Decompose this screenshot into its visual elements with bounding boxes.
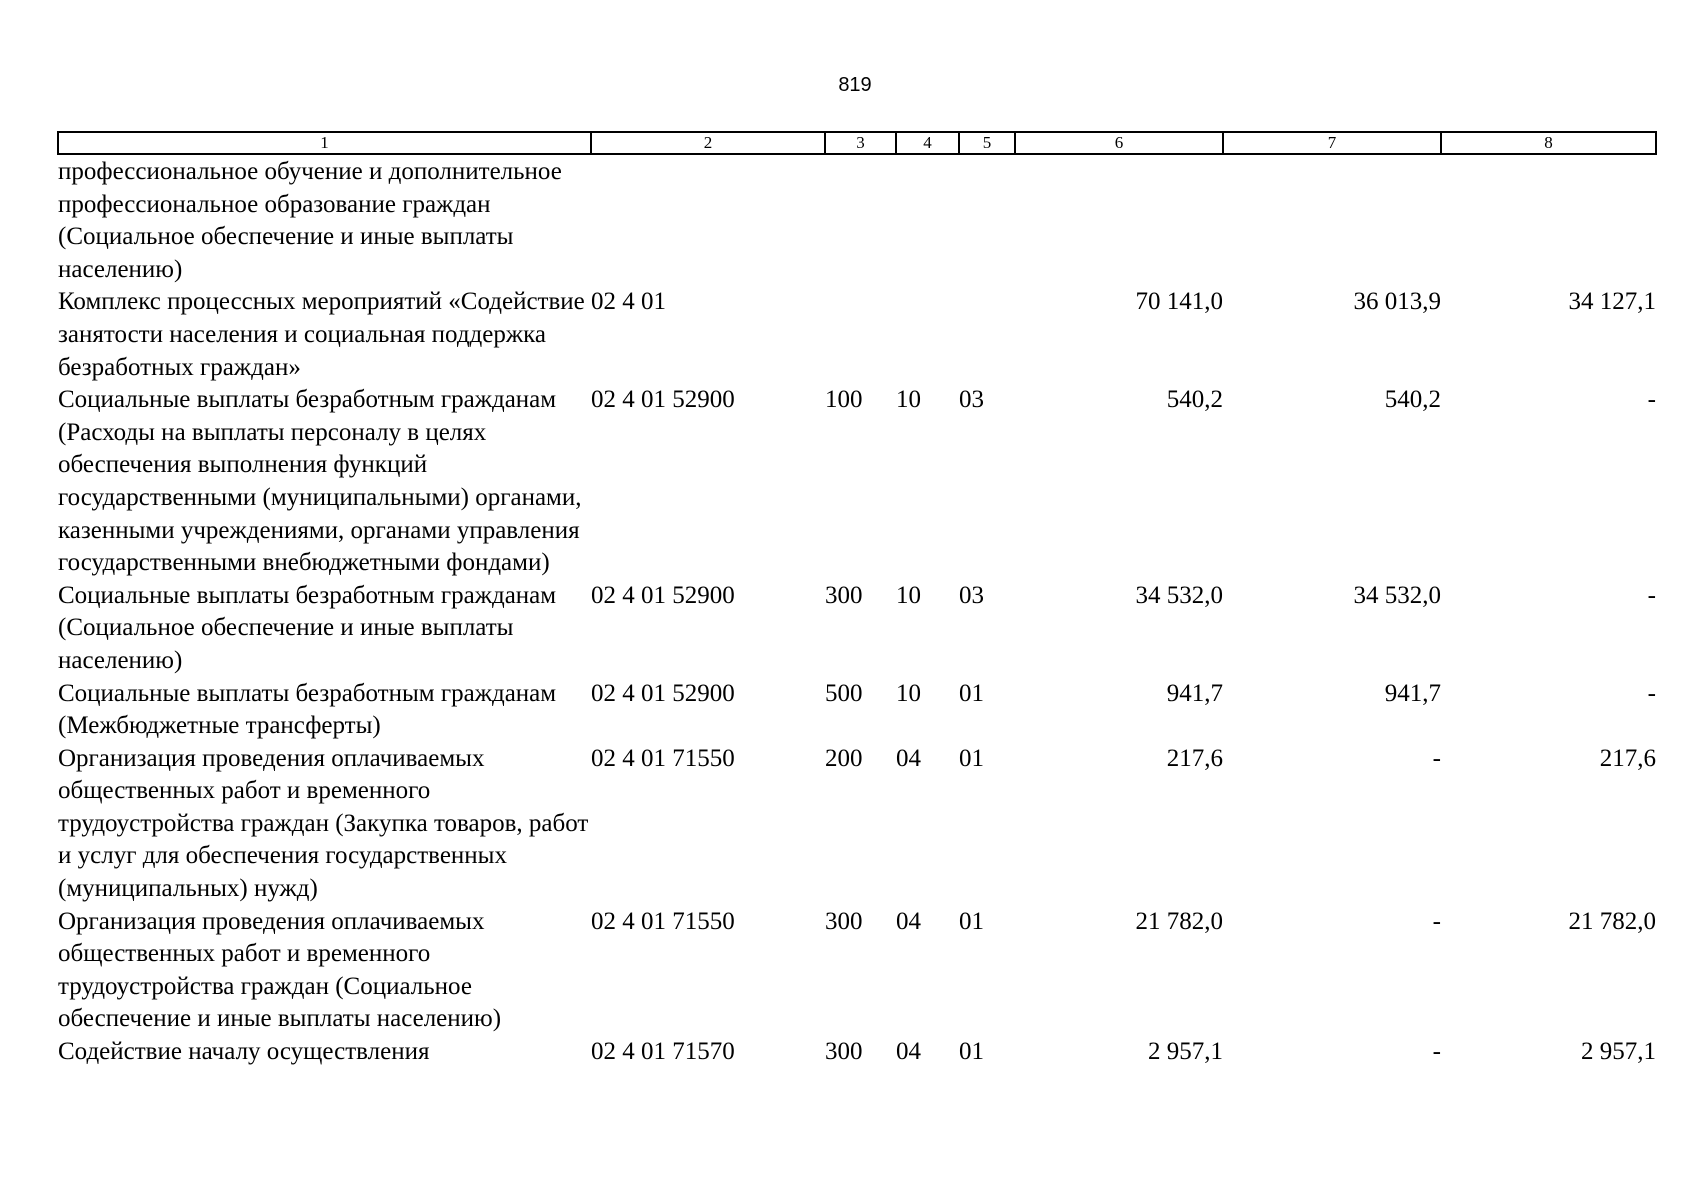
amount-total: 941,7 (1166, 679, 1223, 707)
amount-total: 2 957,1 (1148, 1038, 1223, 1066)
target-article-code: 02 4 01 71550 (591, 744, 735, 772)
subsection-code (959, 286, 1015, 384)
amount-total (1015, 154, 1223, 286)
amount-column-8: - (1647, 679, 1656, 707)
section-code: 04 (896, 907, 921, 935)
subsection-code (959, 154, 1015, 286)
table-row (58, 1036, 1656, 1069)
expense-name: Организация проведения оплачиваемых общественных работ и временного трудоустройства граждан (Закупка товаров, работ и услуг для обеспечения государственных (муниципальных) нужд) (58, 744, 589, 903)
target-article-code (591, 154, 825, 286)
amount-column-7: 941,7 (1384, 679, 1441, 707)
section-code (896, 286, 959, 384)
target-article-code: 02 4 01 71550 (591, 907, 735, 935)
column-header: 4 (896, 132, 959, 154)
amount-column-7: 36 013,9 (1353, 288, 1441, 316)
budget-table (57, 131, 1657, 1069)
table-row (58, 906, 1656, 1036)
section-code: 10 (896, 386, 921, 414)
expense-type-code: 100 (825, 386, 863, 414)
target-article-code: 02 4 01 71570 (591, 1038, 735, 1066)
expense-type-code: 200 (825, 744, 863, 772)
column-header: 8 (1441, 132, 1656, 154)
amount-column-8: - (1647, 581, 1656, 609)
table-row (58, 743, 1656, 906)
amount-total: 70 141,0 (1135, 288, 1223, 316)
expense-name: профессиональное обучение и дополнительное профессиональное образование граждан (Социальное обеспечение и иные выплаты населению) (58, 158, 562, 283)
amount-column-8: 217,6 (1599, 744, 1656, 772)
section-code (896, 154, 959, 286)
column-header: 2 (591, 132, 825, 154)
section-code: 04 (896, 744, 921, 772)
section-code: 04 (896, 1038, 921, 1066)
amount-total: 34 532,0 (1135, 581, 1223, 609)
subsection-code: 03 (959, 581, 984, 609)
expense-name: Социальные выплаты безработным гражданам (Расходы на выплаты персоналу в целях обеспечения выполнения функций государственными (муниципальными) органами, казенными учреждениями, органами управления государственными внебюджетными фондами) (58, 386, 582, 577)
amount-total: 21 782,0 (1135, 907, 1223, 935)
amount-column-7: - (1432, 744, 1441, 772)
amount-column-7: 540,2 (1384, 386, 1441, 414)
table-row (58, 678, 1656, 743)
subsection-code: 01 (959, 1038, 984, 1066)
column-header: 3 (825, 132, 896, 154)
page-number: 819 (838, 74, 872, 96)
expense-type-code (825, 154, 896, 286)
section-code: 10 (896, 679, 921, 707)
expense-type-code: 300 (825, 1038, 863, 1066)
amount-total: 540,2 (1166, 386, 1223, 414)
expense-name: Организация проведения оплачиваемых общественных работ и временного трудоустройства граждан (Социальное обеспечение и иные выплаты населению) (58, 907, 502, 1033)
table-row (58, 286, 1656, 384)
amount-total: 217,6 (1166, 744, 1223, 772)
target-article-code: 02 4 01 52900 (591, 581, 735, 609)
amount-column-8: - (1647, 386, 1656, 414)
amount-column-7: 34 532,0 (1353, 581, 1441, 609)
column-header: 7 (1223, 132, 1441, 154)
column-number-header (58, 132, 1656, 154)
subsection-code: 01 (959, 679, 984, 707)
table-row (58, 384, 1656, 580)
table-row (58, 154, 1656, 286)
amount-column-7: - (1432, 907, 1441, 935)
target-article-code: 02 4 01 (591, 288, 666, 316)
expense-name: Социальные выплаты безработным гражданам (Социальное обеспечение и иные выплаты населению) (58, 581, 557, 674)
section-code: 10 (896, 581, 921, 609)
expense-type-code: 500 (825, 679, 863, 707)
amount-column-8: 34 127,1 (1568, 288, 1656, 316)
amount-column-7: - (1432, 1038, 1441, 1066)
expense-name: Содействие началу осуществления (58, 1038, 430, 1066)
amount-column-8 (1441, 154, 1656, 286)
column-header: 1 (58, 132, 591, 154)
column-header: 6 (1015, 132, 1223, 154)
column-header: 5 (959, 132, 1015, 154)
expense-type-code (825, 286, 896, 384)
amount-column-8: 2 957,1 (1581, 1038, 1656, 1066)
target-article-code: 02 4 01 52900 (591, 679, 735, 707)
expense-name: Комплекс процессных мероприятий «Содействие занятости населения и социальная поддержка безработных граждан» (58, 288, 585, 381)
expense-type-code: 300 (825, 907, 863, 935)
amount-column-8: 21 782,0 (1568, 907, 1656, 935)
table-row (58, 580, 1656, 678)
expense-type-code: 300 (825, 581, 863, 609)
subsection-code: 03 (959, 386, 984, 414)
subsection-code: 01 (959, 907, 984, 935)
target-article-code: 02 4 01 52900 (591, 386, 735, 414)
amount-column-7 (1223, 154, 1441, 286)
subsection-code: 01 (959, 744, 984, 772)
expense-name: Социальные выплаты безработным гражданам (Межбюджетные трансферты) (58, 679, 557, 740)
